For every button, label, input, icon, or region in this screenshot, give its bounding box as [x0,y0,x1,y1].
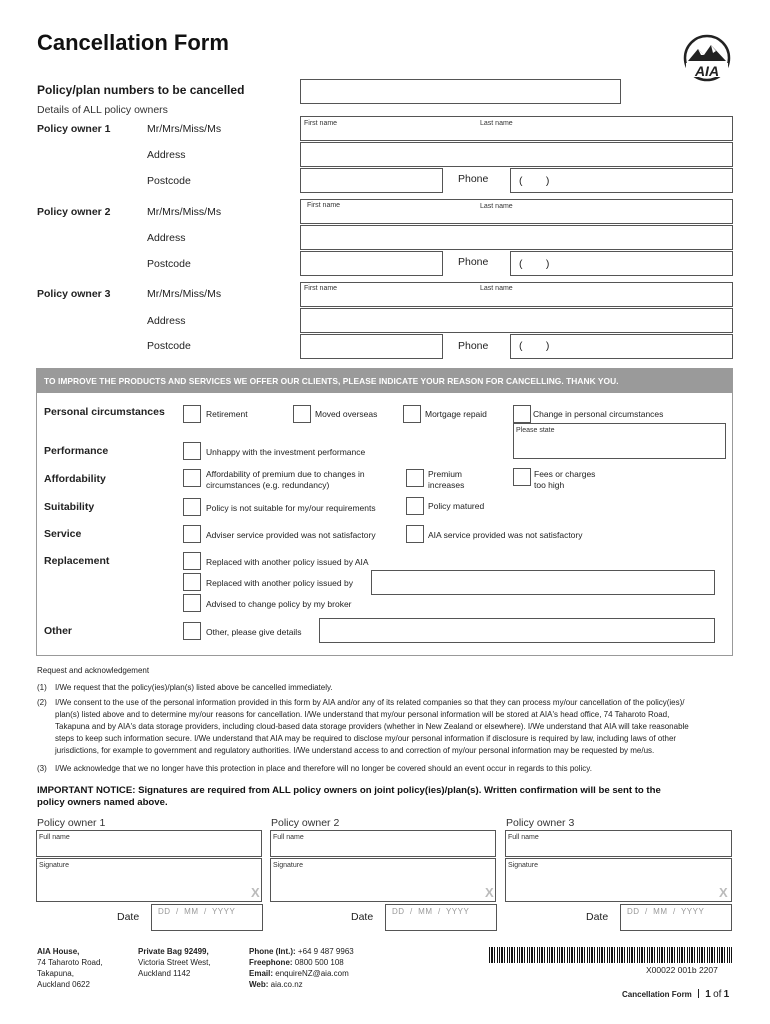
sig-owner-2-label: Policy owner 2 [271,817,340,829]
barcode-text: X00022 001b 2207 [646,965,718,975]
owner-1-phone-value: ( ) [519,175,550,187]
sig-owner-2-date-field[interactable]: DD / MM / YYYY [385,904,497,931]
affordability-label-2: circumstances (e.g. redundancy) [206,480,330,490]
fees-label-1: Fees or charges [534,469,596,479]
owner-2-phone-value: ( ) [519,258,550,270]
advised-broker-label: Advised to change policy by my broker [206,599,352,609]
category-personal: Personal circumstances [44,406,165,418]
sig-owner-2-date-label: Date [351,911,374,923]
policy-matured-checkbox[interactable] [406,497,424,515]
owner-1-address-label: Address [147,149,186,161]
category-other: Other [44,625,73,637]
form-name: Cancellation Form [622,990,692,999]
mortgage-repaid-label: Mortgage repaid [425,409,487,419]
aia-service-checkbox[interactable] [406,525,424,543]
adviser-service-label: Adviser service provided was not satisfactory [206,530,376,540]
sig-owner-3-label: Policy owner 3 [506,817,575,829]
footer-postal [138,946,211,979]
web-label: Web: [249,980,269,989]
sig-owner-1-signature-label: Signature [39,862,69,869]
category-service: Service [44,528,82,540]
aia-service-label: AIA service provided was not satisfactory [428,530,583,540]
sig-owner-3-signature-field[interactable] [505,858,732,902]
ack-2-line: plan(s) listed above and to determine my/our reasons for cancellation. I/We understand that my/our personal information will be stored at AIA's head office, 74 Taharoto Road, [55,710,670,719]
premium-label-2: increases [428,480,465,490]
web-link[interactable]: aia.co.nz [270,980,303,989]
owner-2-postcode-label: Postcode [147,258,191,270]
barcode [489,947,732,963]
ack-3-num: (3) [37,764,47,773]
owner-3-first-name: First name [304,285,338,292]
aia-logo [682,33,732,83]
owner-1-title: Mr/Mrs/Miss/Ms [147,123,222,135]
owner-3-phone-label: Phone [458,340,489,352]
important-notice-2: policy owners named above. [37,797,168,808]
owner-3-label: Policy owner 3 [37,288,111,300]
replaced-aia-label: Replaced with another policy issued by AIA [206,557,369,567]
footer-postal-line: Auckland 1142 [138,969,191,978]
other-label: Other, please give details [206,627,302,637]
sig-owner-3-fullname-field[interactable] [505,830,732,857]
owner-2-title: Mr/Mrs/Miss/Ms [147,206,222,218]
policy-numbers-label: Policy/plan numbers to be cancelled [37,83,245,97]
sig-owner-2-signature-field[interactable] [270,858,496,902]
advised-broker-checkbox[interactable] [183,594,201,612]
page-total: 1 [723,989,730,1000]
sig-owner-1-label: Policy owner 1 [37,817,106,829]
ack-1-text: I/We request that the policy(ies)/plan(s) listed above be cancelled immediately. [55,683,333,692]
owner-3-postcode-field[interactable] [300,334,443,359]
page-of: of [713,989,722,1000]
change-personal-checkbox[interactable] [513,405,531,423]
unhappy-performance-label: Unhappy with the investment performance [206,447,366,457]
category-suitability: Suitability [44,501,95,513]
owner-2-postcode-field[interactable] [300,251,443,276]
owner-1-last-name: Last name [480,120,513,127]
page-number: 1 [705,989,711,1000]
change-personal-label: Change in personal circumstances [533,409,664,419]
details-label: Details of ALL policy owners [37,104,168,116]
premium-increases-checkbox[interactable] [406,469,424,487]
owner-1-address-field[interactable] [300,142,733,167]
footer-address-line: AIA House, [37,947,80,956]
ack-2-num: (2) [37,698,47,707]
fees-charges-checkbox[interactable] [513,468,531,486]
owner-2-address-field[interactable] [300,225,733,250]
footer-address-line: Auckland 0622 [37,980,90,989]
page-separator [698,989,699,998]
footer-postal-line: Private Bag 92499, [138,947,209,956]
replaced-by-field[interactable] [371,570,715,595]
owner-1-phone-label: Phone [458,173,489,185]
owner-2-last-name: Last name [480,203,513,210]
ack-2-line: steps to keep such information secure. I/We understand that AIA may be required to disclose my/our personal information if disclosure is required by law, including laws of other [55,734,677,743]
owner-1-label: Policy owner 1 [37,123,111,135]
not-suitable-label: Policy is not suitable for my/our requirements [206,503,376,513]
affordability-label-1: Affordability of premium due to changes in [206,469,365,479]
replaced-aia-checkbox[interactable] [183,552,201,570]
sig-owner-2-fullname-label: Full name [273,834,304,841]
retirement-checkbox[interactable] [183,405,201,423]
footer-address-line: 74 Taharoto Road, [37,958,103,967]
footer-address [37,946,103,990]
footer-address-line: Takapuna, [37,969,74,978]
email-label: Email: [249,969,274,978]
svg-text:AIA: AIA [694,63,720,79]
sig-owner-3-fullname-label: Full name [508,834,539,841]
sig-owner-2-signature-label: Signature [273,862,303,869]
mortgage-repaid-checkbox[interactable] [403,405,421,423]
sig-owner-1-fullname-label: Full name [39,834,70,841]
owner-1-name-field[interactable] [300,116,733,141]
sig-owner-3-date-label: Date [586,911,609,923]
not-suitable-checkbox[interactable] [183,498,201,516]
other-details-field[interactable] [319,618,715,643]
owner-1-first-name: First name [304,120,338,127]
premium-label-1: Premium [428,469,463,479]
important-notice-1: IMPORTANT NOTICE: Signatures are required from ALL policy owners on joint policy(ies)/plan(s). Written confirmation will be sent to the [37,785,661,796]
acknowledgement-heading: Request and acknowledgement [37,666,150,675]
moved-overseas-checkbox[interactable] [293,405,311,423]
owner-3-address-label: Address [147,315,186,327]
reasons-banner-text: TO IMPROVE THE PRODUCTS AND SERVICES WE OFFER OUR CLIENTS, PLEASE INDICATE YOUR REASON FOR CANCELLING. THANK YOU. [44,376,619,386]
replaced-by-checkbox[interactable] [183,573,201,591]
owner-3-postcode-label: Postcode [147,340,191,352]
ack-1-num: (1) [37,683,47,692]
footer-contact [249,946,354,990]
fees-label-2: too high [534,480,565,490]
ack-2-line: Takapuna and by AIA's data storage providers, including cloud-based data storage providers (whether in New Zealand or elsewhere). I/We understand that AIA will take reasonable [55,722,689,731]
owner-3-address-field[interactable] [300,308,733,333]
ack-2-line: jurisdictions, for example to government and regulatory authorities. I/We understand access to and correction of my/our personal information may be requested by me/us. [55,746,655,755]
sig-owner-1-signature-field[interactable] [36,858,262,902]
owner-1-postcode-field[interactable] [300,168,443,193]
category-affordability: Affordability [44,473,106,485]
email-link[interactable]: enquireNZ@aia.com [275,969,349,978]
owner-3-name-field[interactable] [300,282,733,307]
sig-owner-1-date-field[interactable]: DD / MM / YYYY [151,904,263,931]
moved-overseas-label: Moved overseas [315,409,378,419]
phone-value: +64 9 487 9963 [297,947,354,956]
freephone-value: 0800 500 108 [294,958,344,967]
ack-2-line: I/We consent to the use of the personal information provided in this form by AIA and/or any of its related companies so that they can process my/our cancellation of the policy(ies)/ [55,698,685,707]
phone-label: Phone (Int.): [249,947,296,956]
page-footer-label [622,989,729,1000]
sig-owner-1-date-label: Date [117,911,140,923]
owner-2-first-name: First name [307,202,341,209]
unhappy-performance-checkbox[interactable] [183,442,201,460]
page-title: Cancellation Form [37,30,229,55]
owner-3-last-name: Last name [480,285,513,292]
affordability-checkbox[interactable] [183,469,201,487]
category-replacement: Replacement [44,555,110,567]
please-state-label: Please state [516,427,555,434]
sig-owner-2-x-mark: X [485,885,494,900]
owner-1-postcode-label: Postcode [147,175,191,187]
owner-2-name-field[interactable] [300,199,733,224]
owner-2-address-label: Address [147,232,186,244]
owner-2-phone-label: Phone [458,256,489,268]
sig-owner-3-signature-label: Signature [508,862,538,869]
ack-3-text: I/We acknowledge that we no longer have this protection in place and therefore will no longer be covered should an event occur in regards to this policy. [55,764,592,773]
category-performance: Performance [44,445,109,457]
other-checkbox[interactable] [183,622,201,640]
owner-2-label: Policy owner 2 [37,206,111,218]
sig-owner-3-x-mark: X [719,885,728,900]
adviser-service-checkbox[interactable] [183,525,201,543]
policy-matured-label: Policy matured [428,501,485,511]
owner-3-phone-value: ( ) [519,340,550,352]
retirement-label: Retirement [206,409,248,419]
freephone-label: Freephone: [249,958,293,967]
sig-owner-3-date-field[interactable]: DD / MM / YYYY [620,904,732,931]
owner-3-title: Mr/Mrs/Miss/Ms [147,288,222,300]
replaced-by-label: Replaced with another policy issued by [206,578,353,588]
sig-owner-1-x-mark: X [251,885,260,900]
footer-postal-line: Victoria Street West, [138,958,211,967]
policy-numbers-input[interactable] [300,79,621,104]
